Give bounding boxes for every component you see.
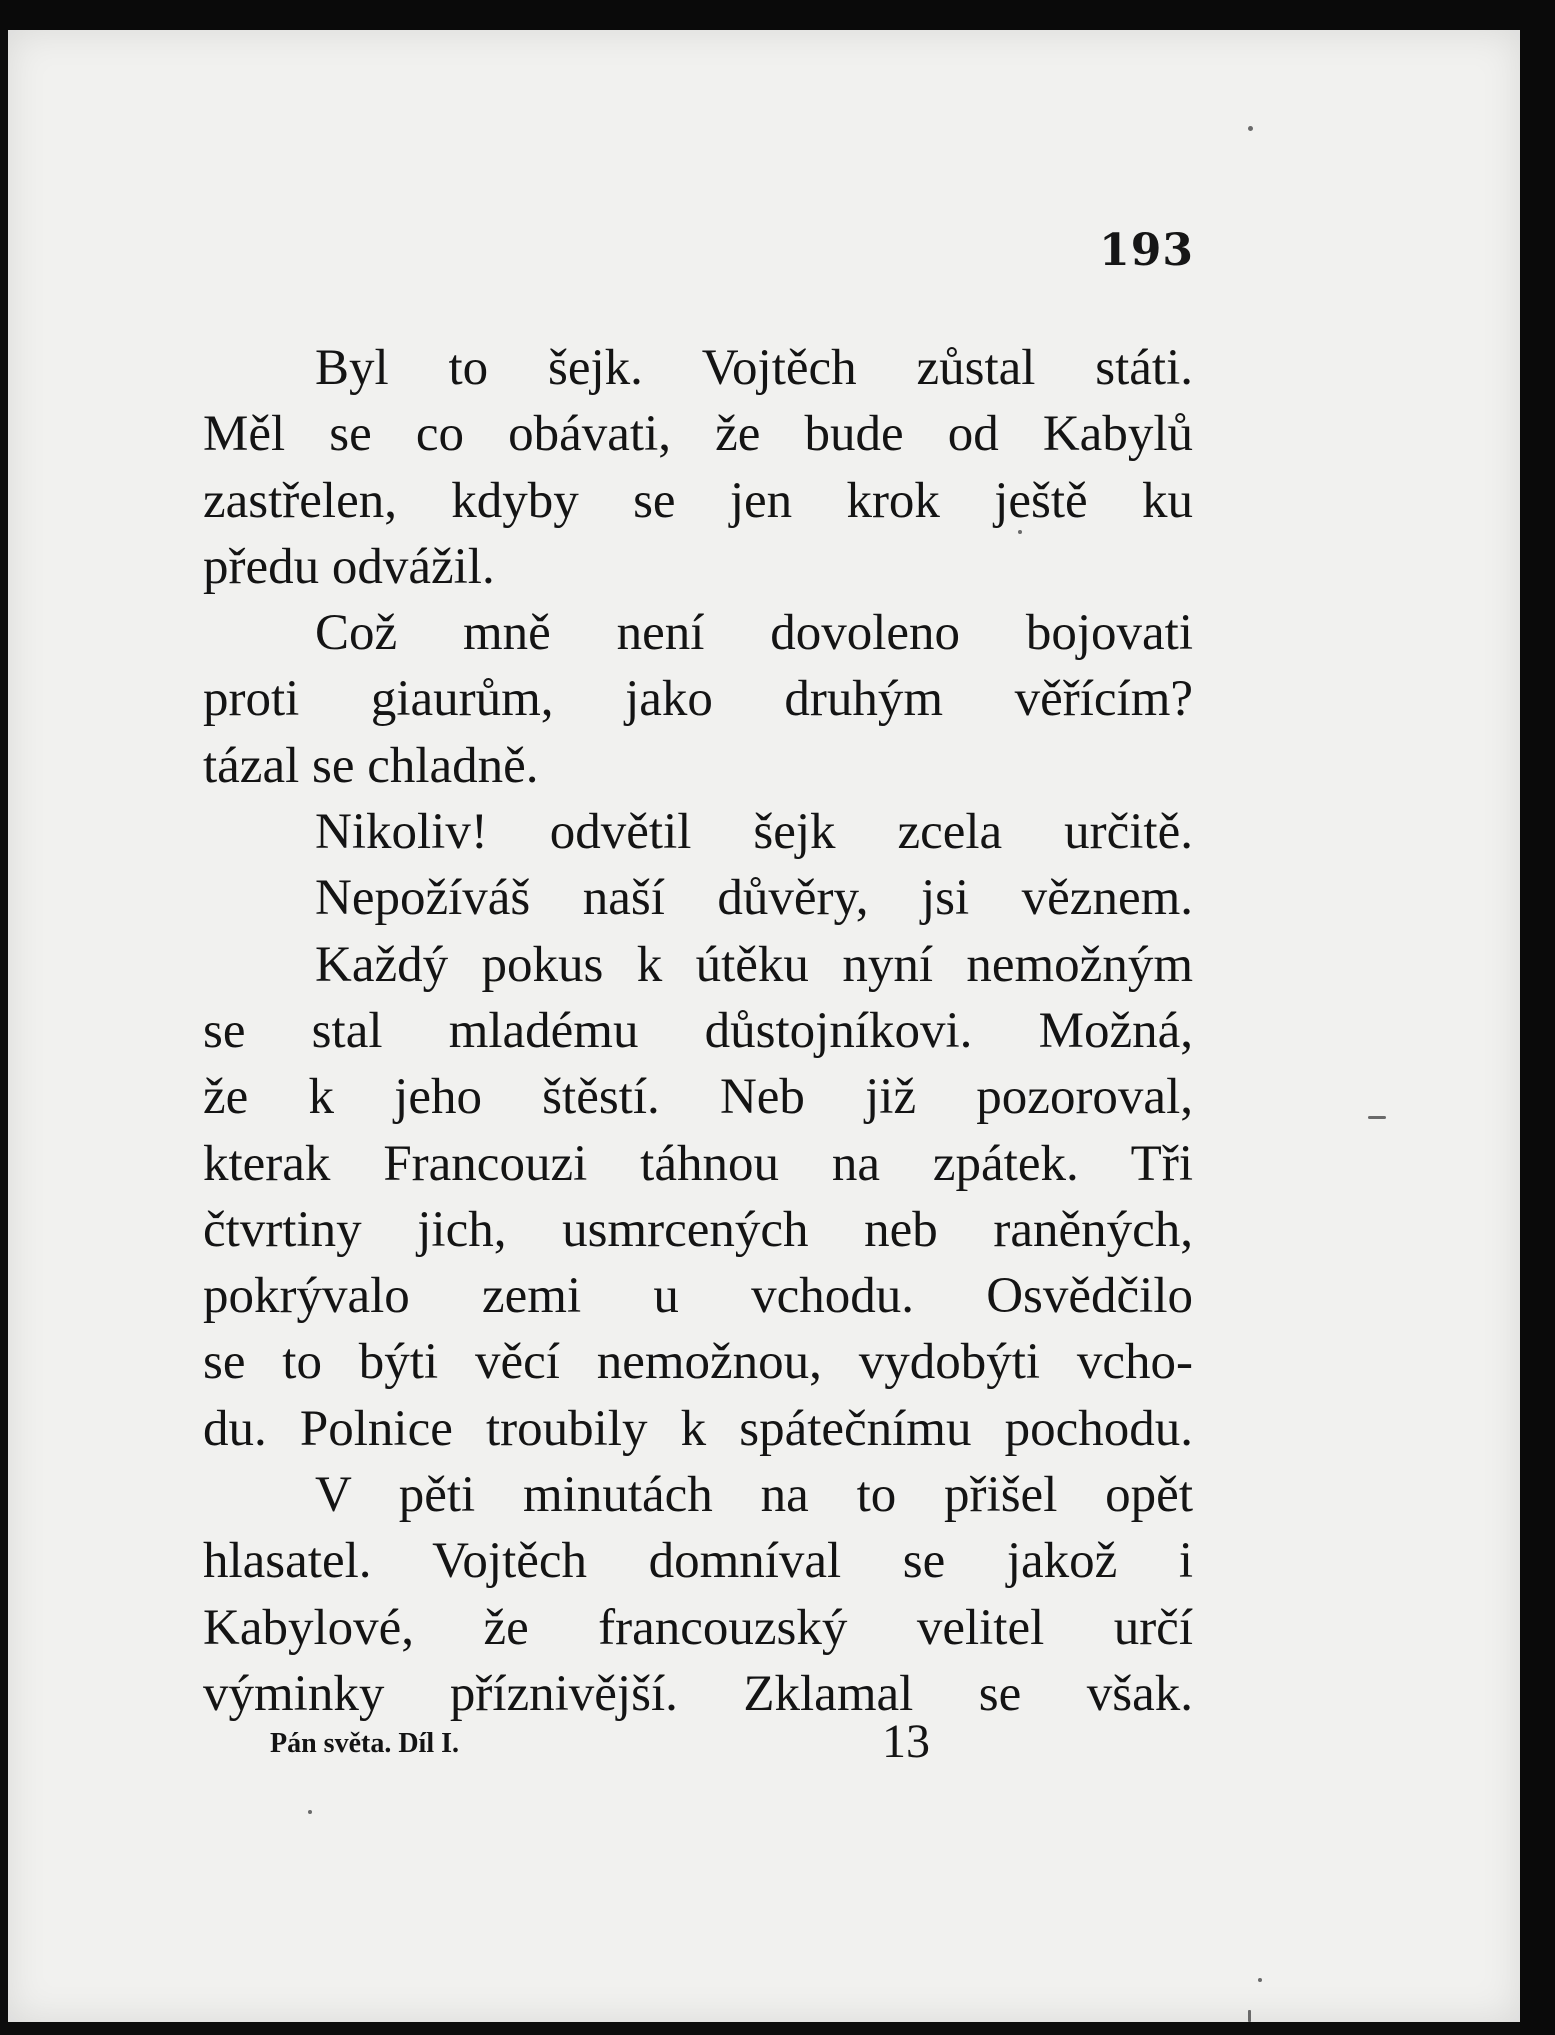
text-line: výminky příznivější. Zklamal se však. [203,1665,1193,1722]
paper-speck [1018,530,1022,534]
text-line: Měl se co obávati, že bude od Kabylů [203,406,1193,463]
paper-speck [1258,1978,1262,1982]
text-line: zastřelen, kdyby se jen krok ještě ku [203,472,1193,529]
book-page [8,30,1520,2022]
text-line: V pěti minutách na to přišel opět [315,1467,1193,1524]
text-line: Nikoliv! odvětil šejk zcela určitě. [315,804,1193,861]
page-number: 193 [1099,225,1194,276]
body-text [203,335,1193,1727]
text-line: du. Polnice troubily k spátečnímu pochodu. [203,1400,1193,1457]
scan-border-right [1520,0,1555,2035]
footer-signature-mark: 13 [882,1715,930,1768]
text-line: Každý pokus k útěku nyní nemožným [315,936,1193,993]
text-line: předu odvážil. [203,538,495,595]
paper-speck [1248,2010,1251,2022]
text-line: Což mně není dovoleno bojovati [315,605,1193,662]
text-line: se to býti věcí nemožnou, vydobýti vcho- [203,1334,1193,1391]
text-line: hlasatel. Vojtěch domníval se jakož i [203,1533,1193,1590]
paper-speck [1248,126,1253,131]
text-line: tázal se chladně. [203,737,539,794]
text-line: Kabylové, že francouzský velitel určí [203,1599,1193,1656]
text-line: se stal mladému důstojníkovi. Možná, [203,1002,1193,1059]
scan-border-top [0,0,1555,30]
text-line: pokrývalo zemi u vchodu. Osvědčilo [203,1268,1193,1325]
paper-speck [1368,1116,1386,1119]
text-line: Byl to šejk. Vojtěch zůstal státi. [315,340,1193,396]
text-line: kterak Francouzi táhnou na zpátek. Tři [203,1135,1193,1192]
text-line: Nepožíváš naší důvěry, jsi věznem. [315,870,1193,927]
text-line: čtvrtiny jich, usmrcených neb raněných, [203,1201,1193,1258]
footer-book-title: Pán světa. Díl I. [270,1728,459,1759]
text-line: že k jeho štěstí. Neb již pozoroval, [203,1069,1193,1126]
paper-speck [308,1810,312,1814]
text-line: proti giaurům, jako druhým věřícím? [203,671,1193,728]
